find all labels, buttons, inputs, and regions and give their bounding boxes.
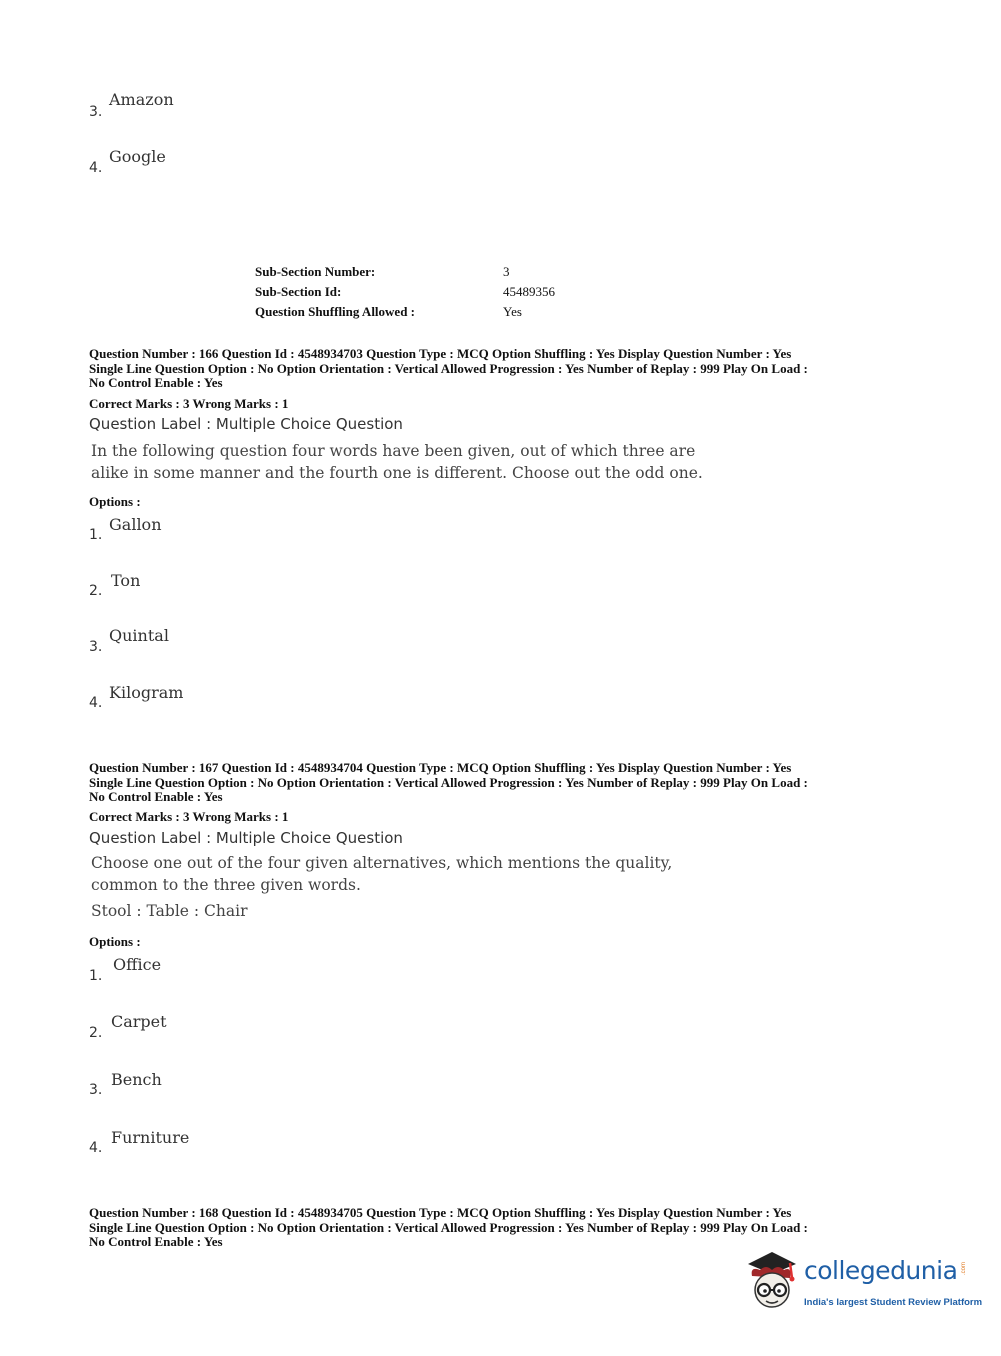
question-text-line: Choose one out of the four given alternatives, which mentions the quality, (91, 854, 673, 872)
question-meta-line: Question Number : 168 Question Id : 4548934705 Question Type : MCQ Option Shuffling : Yes Display Question Number : Yes (89, 1205, 792, 1220)
question-meta (89, 1206, 919, 1250)
question-meta-line: No Control Enable : Yes (89, 1234, 223, 1249)
subsection-shuffle-row (255, 304, 415, 320)
question-meta-line: No Control Enable : Yes (89, 789, 223, 804)
question-meta (89, 347, 919, 391)
question-label: Question Label : Multiple Choice Question (89, 829, 403, 847)
option-text: Carpet (111, 1012, 167, 1031)
question-meta-line: Single Line Question Option : No Option Orientation : Vertical Allowed Progression : Yes Number of Replay : 999 Play On Load : (89, 360, 808, 376)
subsection-number-label: Sub-Section Number: (255, 264, 376, 279)
option-number: 2. (89, 1025, 103, 1041)
option-number: 1. (89, 968, 103, 984)
subsection-id-label: Sub-Section Id: (255, 284, 342, 299)
option-number: 3. (89, 104, 103, 120)
question-text-line: common to the three given words. (91, 876, 361, 894)
question-text-line: alike in some manner and the fourth one is different. Choose out the odd one. (91, 464, 703, 482)
option-number: 4. (89, 160, 103, 176)
collegedunia-logo (742, 1250, 983, 1320)
option-text: Gallon (109, 515, 162, 534)
question-text (91, 852, 711, 896)
question-meta (89, 761, 919, 805)
question-meta-line: Single Line Question Option : No Option Orientation : Vertical Allowed Progression : Yes Number of Replay : 999 Play On Load : (89, 774, 808, 790)
question-marks: Correct Marks : 3 Wrong Marks : 1 (89, 396, 289, 411)
option-number: 2. (89, 583, 103, 599)
question-meta-line: Question Number : 167 Question Id : 4548934704 Question Type : MCQ Option Shuffling : Yes Display Question Number : Yes (89, 760, 792, 775)
logo-tagline: India's largest Student Review Platform (804, 1297, 983, 1308)
subsection-id-row (255, 284, 341, 300)
subsection-number-row (255, 264, 375, 280)
options-heading: Options : (89, 494, 141, 509)
option-text: Office (113, 955, 162, 974)
question-meta-line: Question Number : 166 Question Id : 4548934703 Question Type : MCQ Option Shuffling : Yes Display Question Number : Yes (89, 346, 792, 361)
option-text: Furniture (111, 1128, 190, 1147)
option-text: Amazon (109, 90, 174, 109)
option-number: 4. (89, 695, 103, 711)
logo-wordmark: collegedunia (804, 1256, 958, 1285)
option-number: 4. (89, 1140, 103, 1156)
subsection-shuffle-label: Question Shuffling Allowed : (255, 304, 416, 319)
question-label: Question Label : Multiple Choice Question (89, 415, 403, 433)
option-text: Bench (111, 1070, 162, 1089)
options-heading: Options : (89, 934, 141, 949)
subsection-id-value: 45489356 (503, 284, 555, 299)
question-text-line: In the following question four words have been given, out of which three are (91, 442, 696, 460)
question-marks: Correct Marks : 3 Wrong Marks : 1 (89, 809, 289, 824)
option-number: 3. (89, 639, 103, 655)
subsection-shuffle-value: Yes (503, 304, 522, 319)
option-text: Google (109, 147, 166, 166)
question-text (91, 440, 711, 484)
option-number: 1. (89, 527, 103, 543)
logo-com: .com (961, 1261, 967, 1275)
option-number: 3. (89, 1082, 103, 1098)
question-meta-line: Single Line Question Option : No Option Orientation : Vertical Allowed Progression : Yes Number of Replay : 999 Play On Load : (89, 1219, 808, 1235)
option-text: Ton (111, 571, 141, 590)
option-text: Quintal (109, 626, 169, 645)
option-text: Kilogram (109, 683, 184, 702)
question-meta-line: No Control Enable : Yes (89, 375, 223, 390)
subsection-number-value: 3 (503, 264, 510, 279)
question-word-set: Stool : Table : Chair (91, 902, 248, 920)
mascot-icon (742, 1250, 802, 1316)
